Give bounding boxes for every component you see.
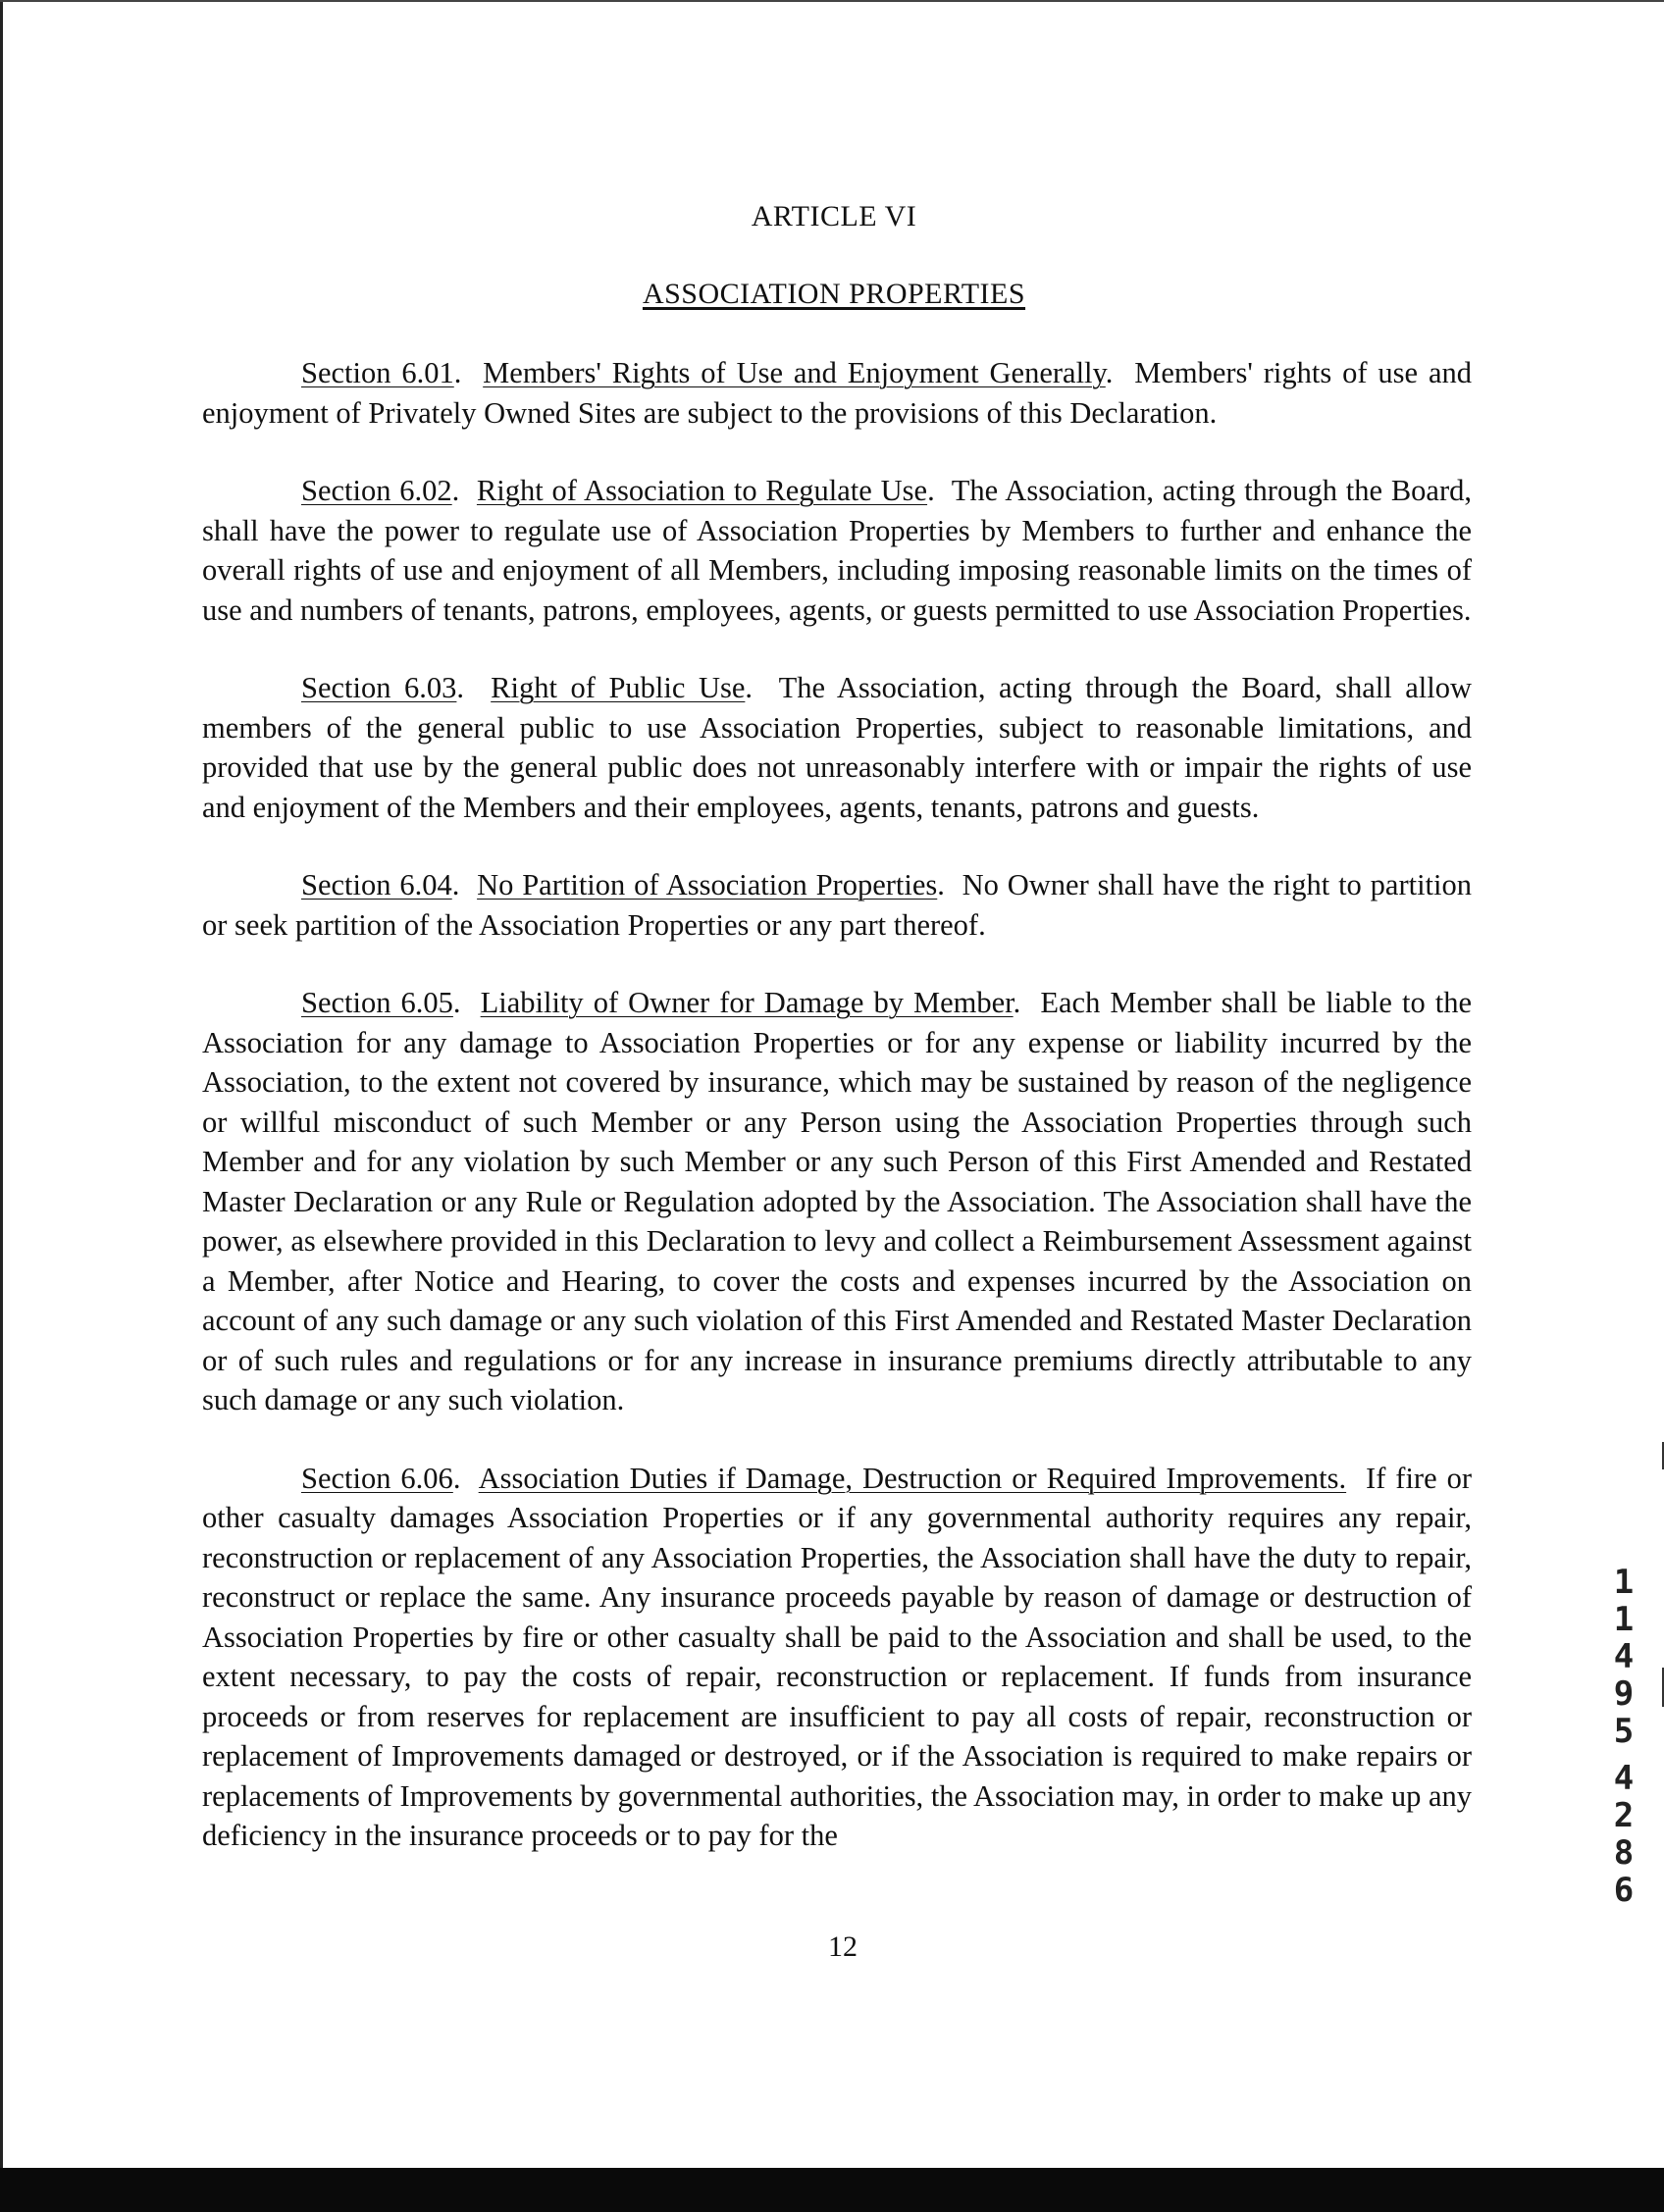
article-title: ARTICLE VI xyxy=(751,200,917,232)
section-heading: Right of Association to Regulate Use xyxy=(476,474,928,507)
section-text: Members' rights of use and enjoyment of Privately Owned Sites are subject to the provisions of this Declaration. xyxy=(202,356,1473,430)
section-heading: Members' Rights of Use and Enjoyment Generally xyxy=(483,356,1106,389)
stamp-digit: 5 xyxy=(1613,1712,1635,1751)
section-6-06: Section 6.06. Association Duties if Damage, Destruction or Required Improvements. If fire or other casualty damages Association Properties or if any governmental authority requires any repair, reconstruction or replacement of any Association Properties, the Association shall have the duty to repair, reconstruct or replace the same. Any insurance proceeds payable by reason of damage or destruction of Association Properties by fire or other casualty shall be paid to the Association and shall be used, to the extent necessary, to pay the costs of repair, reconstruction or replacement. If funds from insurance proceeds or from reserves for replacement are insufficient to pay all costs of repair, reconstruction or replacement of Improvements damaged or destroyed, or if the Association is required to make repairs or replacements of Improvements by governmental authorities, the Association may, in order to make up any deficiency in the insurance proceeds or to pay for the xyxy=(202,1461,1472,1852)
section-text: Each Member shall be liable to the Association for any damage to Association Properties or for any expense or liability incurred by the Association, to the extent not covered by insurance, which may be sustained by reason of the negligence or willful misconduct of such Member or any Person using the Association Properties through such Member and for any violation by such Member or any such Person of this First Amended and Restated Master Declaration or any Rule or Regulation adopted by the Association. The Association shall have the power, as elsewhere provided in this Declaration to levy and collect a Reimbursement Assessment against a Member, after Notice and Hearing, to cover the costs and expenses incurred by the Association on account of any such damage or any such violation of this First Amended and Restated Master Declaration or of such rules and regulations or for any increase in insurance premiums directly attributable to any such damage or any such violation. xyxy=(202,986,1473,1416)
section-text: No Owner shall have the right to partition or seek partition of the Association Properties or any part thereof. xyxy=(202,868,1472,942)
section-number: Section 6.05 xyxy=(301,986,453,1019)
section-heading: Liability of Owner for Damage by Member xyxy=(480,986,1014,1019)
page-number: 12 xyxy=(828,1930,858,1963)
section-number: Section 6.02 xyxy=(301,474,452,507)
scan-border-left xyxy=(0,0,3,2168)
section-6-01: Section 6.01. Members' Rights of Use and Enjoyment Generally. Members' rights of use and enjoyment of Privately Owned Sites are subject to the provisions of this Declaration. xyxy=(202,356,1473,430)
section-heading: Right of Public Use xyxy=(491,671,746,704)
section-heading: No Partition of Association Properties xyxy=(477,868,938,901)
document-body xyxy=(202,353,1472,1894)
section-text: The Association, acting through the Board, shall have the power to regulate use of Association Properties by Members to further and enhance the overall rights of use and enjoyment of all Members, including imposing reasonable limits on the times of use and numbers of tenants, patrons, employees, agents, or guests permitted to use Association Properties. xyxy=(202,474,1473,627)
section-heading: Association Duties if Damage, Destruction or Required Improvements. xyxy=(478,1461,1347,1495)
stamp-digit: 4 xyxy=(1613,1637,1635,1676)
stamp-digit: 4 xyxy=(1613,1759,1635,1798)
section-number: Section 6.03 xyxy=(301,671,457,704)
stamp-digit: 6 xyxy=(1613,1871,1635,1910)
margin-stamp-top xyxy=(1609,1564,1638,1750)
section-number: Section 6.06 xyxy=(301,1461,453,1495)
stamp-digit: 8 xyxy=(1613,1833,1635,1873)
section-text: If fire or other casualty damages Association Properties or if any governmental authority requires any repair, reconstruction or replacement of any Association Properties, the Association shall have the duty to repair, reconstruct or replace the same. Any insurance proceeds payable by reason of damage or destruction of Association Properties by fire or other casualty shall be paid to the Association and shall be used, to the extent necessary, to pay the costs of repair, reconstruction or replacement. If funds from insurance proceeds or from reserves for replacement are insufficient to pay all costs of repair, reconstruction or replacement of Improvements damaged or destroyed, or if the Association is required to make repairs or replacements of Improvements by governmental authorities, the Association may, in order to make up any deficiency in the insurance proceeds or to pay for the xyxy=(202,1461,1472,1852)
section-6-04: Section 6.04. No Partition of Association Properties. No Owner shall have the right to partition or seek partition of the Association Properties or any part thereof. xyxy=(202,868,1472,942)
section-6-03: Section 6.03. Right of Public Use. The Association, acting through the Board, shall allow members of the general public to use Association Properties, subject to reasonable limitations, and provided that use by the general public does not unreasonably interfere with or impair the rights of use and enjoyment of the Members and their employees, agents, tenants, patrons and guests. xyxy=(202,671,1472,824)
section-text: The Association, acting through the Board, shall allow members of the general public to use Association Properties, subject to reasonable limitations, and provided that use by the general public does not unreasonably interfere with or impair the rights of use and enjoyment of the Members and their employees, agents, tenants, patrons and guests. xyxy=(202,671,1472,824)
scan-bottom-bar xyxy=(0,2168,1664,2212)
stamp-digit: 2 xyxy=(1613,1796,1635,1835)
scan-border-top xyxy=(0,0,1664,2)
section-6-02: Section 6.02. Right of Association to Regulate Use. The Association, acting through the Board, shall have the power to regulate use of Association Properties by Members to further and enhance the overall rights of use and enjoyment of all Members, including imposing reasonable limits on the times of use and numbers of tenants, patrons, employees, agents, or guests permitted to use Association Properties. xyxy=(202,474,1473,627)
stamp-digit: 9 xyxy=(1613,1674,1635,1714)
stamp-digit: 1 xyxy=(1613,1563,1635,1602)
section-6-05: Section 6.05. Liability of Owner for Damage by Member. Each Member shall be liable to the Association for any damage to Association Properties or for any expense or liability incurred by the Association, to the extent not covered by insurance, which may be sustained by reason of the negligence or willful misconduct of such Member or any Person using the Association Properties through such Member and for any violation by such Member or any such Person of this First Amended and Restated Master Declaration or any Rule or Regulation adopted by the Association. The Association shall have the power, as elsewhere provided in this Declaration to levy and collect a Reimbursement Assessment against a Member, after Notice and Hearing, to cover the costs and expenses incurred by the Association on account of any such damage or any such violation of this First Amended and Restated Master Declaration or of such rules and regulations or for any increase in insurance premiums directly attributable to any such damage or any such violation. xyxy=(202,986,1473,1416)
stamp-digit: 1 xyxy=(1613,1600,1635,1639)
margin-stamp-bottom xyxy=(1609,1760,1638,1909)
article-subtitle: ASSOCIATION PROPERTIES xyxy=(642,278,1026,310)
section-number: Section 6.01 xyxy=(301,356,454,389)
section-number: Section 6.04 xyxy=(301,868,452,901)
